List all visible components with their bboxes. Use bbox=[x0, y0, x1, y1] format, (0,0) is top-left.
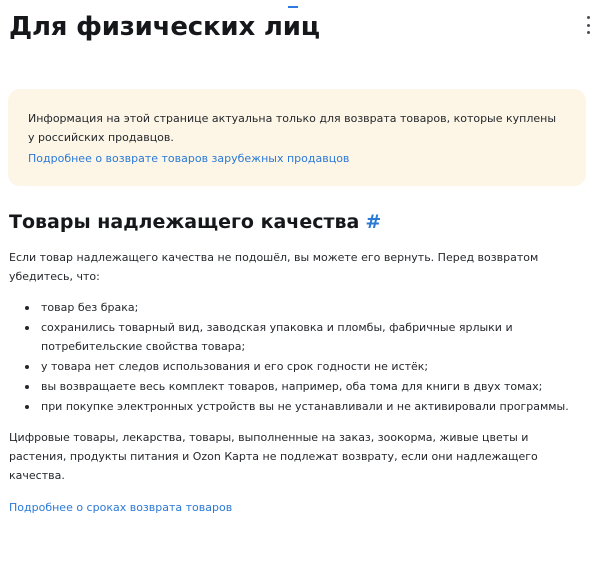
section-intro: Если товар надлежащего качества не подошёл, вы можете его вернуть. Перед возвратом убедитесь, что: bbox=[9, 251, 539, 283]
foreign-sellers-return-link[interactable]: Подробнее о возврате товаров зарубежных продавцов bbox=[28, 152, 350, 165]
non-returnable-note: Цифровые товары, лекарства, товары, выполненные на заказ, зоокорма, живые цветы и растения, продукты питания и Ozon Карта не подлежат возврату, если они надлежащего качества. bbox=[9, 431, 538, 482]
bullet-icon bbox=[25, 365, 29, 369]
return-terms-link[interactable]: Подробнее о сроках возврата товаров bbox=[9, 501, 233, 514]
conditions-list bbox=[9, 298, 574, 416]
section-title bbox=[9, 211, 381, 233]
list-item-text: у товара нет следов использования и его срок годности не истёк; bbox=[41, 360, 429, 373]
list-item-text: сохранились товарный вид, заводская упаковка и пломбы, фабричные ярлыки и потребительские свойства товара; bbox=[41, 321, 513, 353]
list-item bbox=[25, 357, 574, 376]
bullet-icon bbox=[25, 306, 29, 310]
list-item-text: товар без брака; bbox=[41, 301, 139, 314]
page-title: Для физических лиц bbox=[9, 12, 320, 42]
list-item bbox=[25, 318, 574, 356]
section-title-text: Товары надлежащего качества bbox=[9, 211, 360, 233]
bullet-icon bbox=[25, 326, 29, 330]
list-item-text: при покупке электронных устройств вы не устанавливали и не активировали программы. bbox=[41, 400, 569, 413]
info-notice-text: Информация на этой странице актуальна только для возврата товаров, которые куплены у российских продавцов. bbox=[28, 112, 557, 144]
bullet-icon bbox=[25, 405, 29, 409]
info-notice bbox=[8, 89, 586, 186]
section-content bbox=[9, 248, 574, 517]
more-vertical-icon[interactable] bbox=[586, 16, 590, 34]
list-item bbox=[25, 397, 574, 416]
section-anchor-link[interactable]: # bbox=[365, 211, 382, 233]
bullet-icon bbox=[25, 385, 29, 389]
list-item-text: вы возвращаете весь комплект товаров, например, оба тома для книги в двух томах; bbox=[41, 380, 543, 393]
list-item bbox=[25, 298, 574, 317]
top-indicator bbox=[288, 6, 298, 8]
list-item bbox=[25, 377, 574, 396]
